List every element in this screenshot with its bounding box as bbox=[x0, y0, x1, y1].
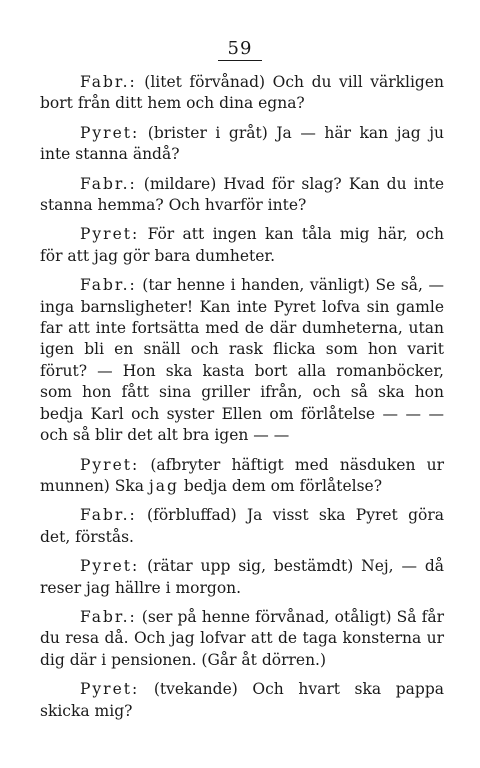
speaker-name: Pyret: bbox=[80, 680, 140, 699]
dialogue-paragraph bbox=[40, 275, 444, 446]
speaker-name: Pyret: bbox=[80, 455, 140, 474]
dialogue-text: (mildare) Hvad för slag? Kan du inte stanna hemma? Och hvarför inte? bbox=[40, 174, 444, 215]
page-body bbox=[40, 72, 444, 730]
dialogue-paragraph bbox=[40, 679, 444, 722]
dialogue-text: (brister i gråt) Ja — här kan jag ju inte stanna ändå? bbox=[40, 123, 444, 164]
dialogue-paragraph bbox=[40, 556, 444, 599]
dialogue-paragraph bbox=[40, 505, 444, 548]
emphasized-word: jag bbox=[148, 476, 179, 495]
dialogue-text: (tar henne i handen, vänligt) Se så, — inga barnsligheter! Kan inte Pyret lofva sin gamle far att inte fortsätta med de där dumheterna, utan igen bli en snäll och rask flicka som hon varit förut? — Hon ska kasta bort alla romanböcker, som hon fått sina griller ifrån, och så ska hon bedja Karl och syster Ellen om förlåtelse — — — och så blir det alt bra igen — — bbox=[40, 276, 444, 445]
speaker-name: Pyret: bbox=[80, 225, 140, 244]
dialogue-text: (litet förvånad) Och du vill värkligen bort från ditt hem och dina egna? bbox=[40, 73, 444, 113]
dialogue-paragraph bbox=[40, 174, 444, 217]
dialogue-paragraph bbox=[40, 455, 444, 498]
dialogue-paragraph bbox=[40, 72, 444, 115]
dialogue-text: (rätar upp sig, bestämdt) Nej, — då reser jag hällre i morgon. bbox=[40, 557, 444, 597]
dialogue-paragraph bbox=[40, 123, 444, 166]
dialogue-text: (afbryter häftigt med näsduken ur munnen) Ska bbox=[40, 455, 444, 495]
dialogue-text: (tvekande) Och hvart ska pappa skicka mig? bbox=[40, 680, 444, 720]
speaker-name: Pyret: bbox=[80, 123, 140, 142]
speaker-name: Fabr.: bbox=[80, 506, 137, 525]
dialogue-text: bedja dem om förlåtelse? bbox=[178, 476, 383, 495]
dialogue-paragraph bbox=[40, 607, 444, 671]
speaker-name: Fabr.: bbox=[80, 607, 137, 626]
page-number-text: 59 bbox=[218, 38, 263, 61]
page-number bbox=[0, 38, 480, 59]
speaker-name: Fabr.: bbox=[80, 73, 137, 91]
speaker-name: Fabr.: bbox=[80, 276, 137, 295]
dialogue-paragraph bbox=[40, 224, 444, 267]
dialogue-text: För att ingen kan tåla mig här, och för att jag gör bara dumheter. bbox=[40, 225, 444, 265]
speaker-name: Fabr.: bbox=[80, 174, 137, 193]
dialogue-text: (ser på henne förvånad, otåligt) Så får du resa då. Och jag lofvar att de taga konsterna ur dig där i pensionen. (Går åt dörren.) bbox=[40, 607, 444, 669]
speaker-name: Pyret: bbox=[80, 557, 140, 576]
dialogue-text: (förbluffad) Ja visst ska Pyret göra det, förstås. bbox=[40, 506, 444, 546]
